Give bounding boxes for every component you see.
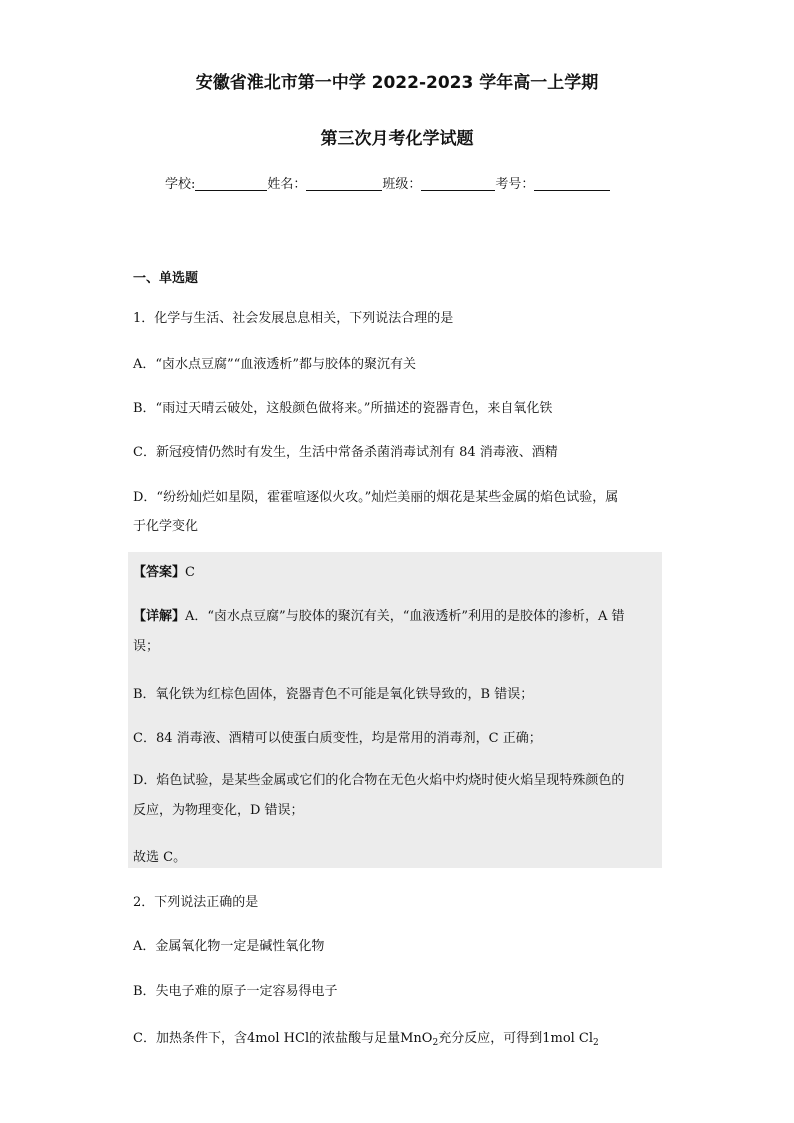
q1-option-b: B．“雨过天晴云破处，这般颜色做将来。”所描述的瓷器青色，来自氧化铁 (133, 401, 553, 416)
q1-detail-b: B．氧化铁为红棕色固体，瓷器青色不可能是氧化铁导致的，B 错误； (133, 687, 534, 702)
q2-c-cl2: 1mol Cl (542, 1031, 594, 1046)
name-label: 姓名： (267, 177, 307, 192)
q1-detail-line1 (133, 605, 625, 624)
school-label: 学校: (165, 177, 196, 192)
q1-detail-line2: 误； (133, 639, 160, 654)
q2-stem: 2．下列说法正确的是 (133, 895, 259, 910)
q1-answer (133, 561, 195, 580)
q2-option-b: B．失电子难的原子一定容易得电子 (133, 984, 338, 999)
section-heading: 一、单选题 (133, 271, 199, 286)
answer-label: 【答案】 (133, 565, 186, 580)
student-info-line (165, 173, 610, 192)
q2-c-text-3: 充分反应，可得到 (438, 1031, 543, 1046)
q1-stem: 1．化学与生活、社会发展息息相关，下列说法合理的是 (133, 311, 454, 326)
number-label: 考号： (495, 177, 535, 192)
class-label: 班级： (382, 177, 422, 192)
q1-conclusion: 故选 C。 (133, 850, 187, 865)
school-blank[interactable] (195, 176, 267, 191)
q2-c-text-1: C．加热条件下，含 (133, 1031, 247, 1046)
q1-detail-d-line2: 反应，为物理变化，D 错误； (133, 803, 304, 818)
q2-c-mno2: MnO (400, 1031, 433, 1046)
q2-c-text-2: 的浓盐酸与足量 (309, 1031, 401, 1046)
q1-detail-c: C．84 消毒液、酒精可以使蛋白质变性，均是常用的消毒剂，C 正确； (133, 731, 542, 746)
answer-box (128, 552, 662, 868)
q2-option-c (133, 1027, 599, 1048)
q1-detail-d-line1: D．焰色试验，是某些金属或它们的化合物在无色火焰中灼烧时使火焰呈现特殊颜色的 (133, 773, 625, 788)
title-line-2: 第三次月考化学试题 (320, 129, 474, 149)
q1-option-d-line2: 于化学变化 (133, 519, 199, 534)
q2-c-mno2-sub: 2 (432, 1038, 439, 1048)
q2-c-hcl: 4mol HCl (246, 1031, 310, 1046)
number-blank[interactable] (534, 176, 610, 191)
detail-text-1a: A．“卤水点豆腐”与胶体的聚沉有关，“血液透析”利用的是胶体的渗析，A 错 (185, 609, 625, 624)
detail-label: 【详解】 (133, 609, 186, 624)
name-blank[interactable] (306, 176, 382, 191)
title-line-1: 安徽省淮北市第一中学 2022-2023 学年高一上学期 (195, 73, 599, 93)
q2-option-a: A．金属氧化物一定是碱性氧化物 (133, 939, 325, 954)
q1-option-c: C．新冠疫情仍然时有发生，生活中常备杀菌消毒试剂有 84 消毒液、酒精 (133, 445, 558, 460)
q1-option-a: A．“卤水点豆腐”“血液透析”都与胶体的聚沉有关 (133, 357, 416, 372)
answer-value: C (185, 565, 195, 580)
q2-c-cl2-sub: 2 (593, 1038, 599, 1048)
class-blank[interactable] (421, 176, 495, 191)
q1-option-d-line1: D．“纷纷灿烂如星陨，霍霍喧逐似火攻。”灿烂美丽的烟花是某些金属的焰色试验，属 (133, 490, 619, 505)
